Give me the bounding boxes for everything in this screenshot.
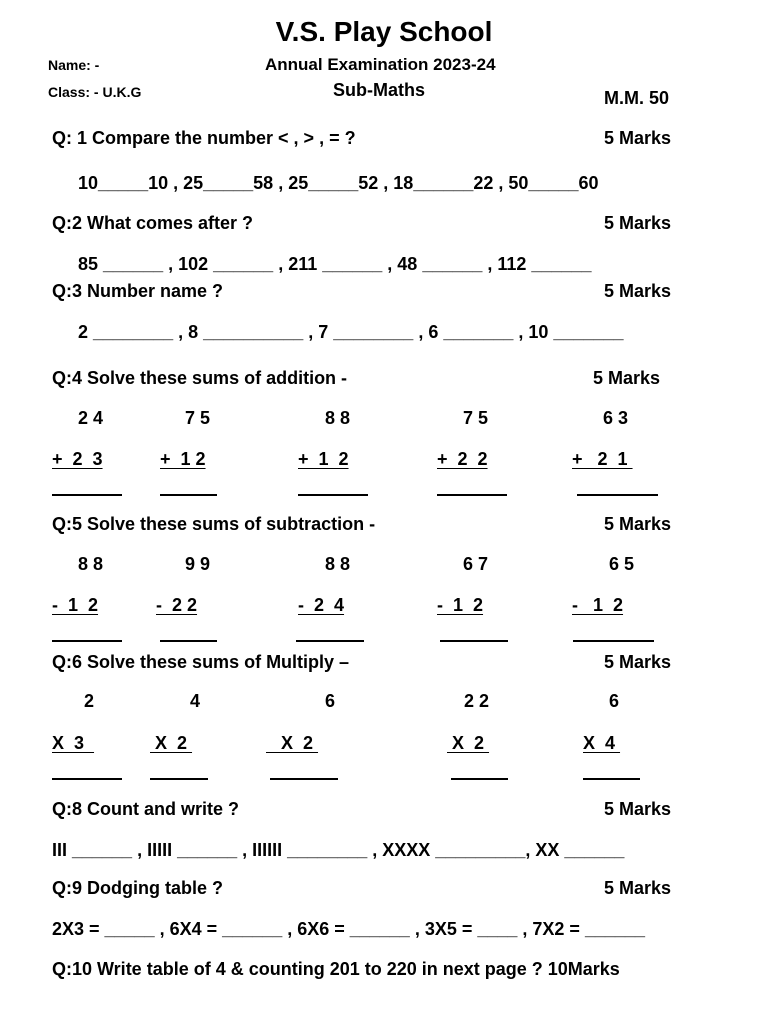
q9-marks: 5 Marks [604,878,672,898]
q9-label: Q:9 Dodging table ? [52,878,223,898]
q4-bottom-4: + 2 2 [437,449,488,469]
q6-top-4: 2 2 [464,691,490,711]
q4-top-1: 2 4 [78,408,104,428]
class-label: Class: - U.K.G [48,84,142,100]
q3-label: Q:3 Number name ? [52,281,224,301]
q5-answer-line-2 [160,640,217,642]
q2-marks: 5 Marks [604,213,672,233]
q5-bottom-5: - 1 2 [572,595,624,615]
exam-title: Annual Examination 2023-24 [265,55,496,74]
q6-top-5: 6 [609,691,620,711]
q6-answer-line-3 [270,778,338,780]
q5-top-5: 6 5 [609,554,635,574]
q1-line: 10_____10 , 25_____58 , 25_____52 , 18______22 , 50_____60 [78,173,599,193]
q5-top-2: 9 9 [185,554,211,574]
school-title: V.S. Play School [275,16,493,47]
q5-bottom-2: - 2 2 [156,595,198,615]
q5-marks: 5 Marks [604,514,672,534]
q4-top-2: 7 5 [185,408,211,428]
q4-top-5: 6 3 [603,408,629,428]
q6-bottom-1: X 3 [52,733,95,753]
q5-bottom-4: - 1 2 [437,595,484,615]
q8-label: Q:8 Count and write ? [52,799,239,819]
subject-label: Sub-Maths [333,80,425,100]
q4-bottom-2: + 1 2 [160,449,206,469]
q4-bottom-5: + 2 1 [572,449,633,469]
q6-top-2: 4 [190,691,201,711]
q4-answer-line-4 [437,494,507,496]
q5-top-3: 8 8 [325,554,351,574]
q3-marks: 5 Marks [604,281,672,301]
q6-bottom-3: X 2 [266,733,319,753]
q8-marks: 5 Marks [604,799,672,819]
q6-top-3: 6 [325,691,336,711]
q6-answer-line-1 [52,778,122,780]
q5-bottom-3: - 2 4 [298,595,345,615]
q6-marks: 5 Marks [604,652,672,672]
q6-answer-line-5 [583,778,640,780]
q1-marks: 5 Marks [604,128,672,148]
q9-line: 2X3 = _____ , 6X4 = ______ , 6X6 = ______ , 3X5 = ____ , 7X2 = ______ [52,919,646,939]
q3-line: 2 ________ , 8 __________ , 7 ________ , 6 _______ , 10 _______ [78,322,624,342]
q5-top-4: 6 7 [463,554,489,574]
q4-answer-line-3 [298,494,368,496]
q2-label: Q:2 What comes after ? [52,213,254,233]
q1-label: Q: 1 Compare the number < , > , = ? [52,128,356,148]
q5-answer-line-4 [440,640,508,642]
q4-bottom-1: + 2 3 [52,449,103,469]
q6-answer-line-4 [451,778,508,780]
q10-label: Q:10 Write table of 4 & counting 201 to 220 in next page ? 10Marks [52,959,620,979]
q4-answer-line-5 [577,494,658,496]
q4-top-3: 8 8 [325,408,351,428]
q5-answer-line-1 [52,640,122,642]
q4-label: Q:4 Solve these sums of addition - [52,368,348,388]
name-label: Name: - [48,57,100,73]
q6-label: Q:6 Solve these sums of Multiply – [52,652,350,672]
q5-label: Q:5 Solve these sums of subtraction - [52,514,376,534]
q4-top-4: 7 5 [463,408,489,428]
q5-top-1: 8 8 [78,554,104,574]
q8-line: III ______ , IIIII ______ , IIIIII ________ , XXXX _________, XX ______ [52,840,625,860]
max-marks: M.M. 50 [604,88,670,108]
q4-answer-line-1 [52,494,122,496]
q6-bottom-5: X 4 [583,733,621,753]
q2-line: 85 ______ , 102 ______ , 211 ______ , 48 ______ , 112 ______ [78,254,592,274]
q5-bottom-1: - 1 2 [52,595,99,615]
q6-bottom-4: X 2 [447,733,490,753]
q4-marks: 5 Marks [593,368,661,388]
q6-top-1: 2 [84,691,95,711]
q5-answer-line-3 [296,640,364,642]
q4-answer-line-2 [160,494,217,496]
q4-bottom-3: + 1 2 [298,449,349,469]
q6-bottom-2: X 2 [150,733,193,753]
q5-answer-line-5 [573,640,654,642]
q6-answer-line-2 [150,778,208,780]
